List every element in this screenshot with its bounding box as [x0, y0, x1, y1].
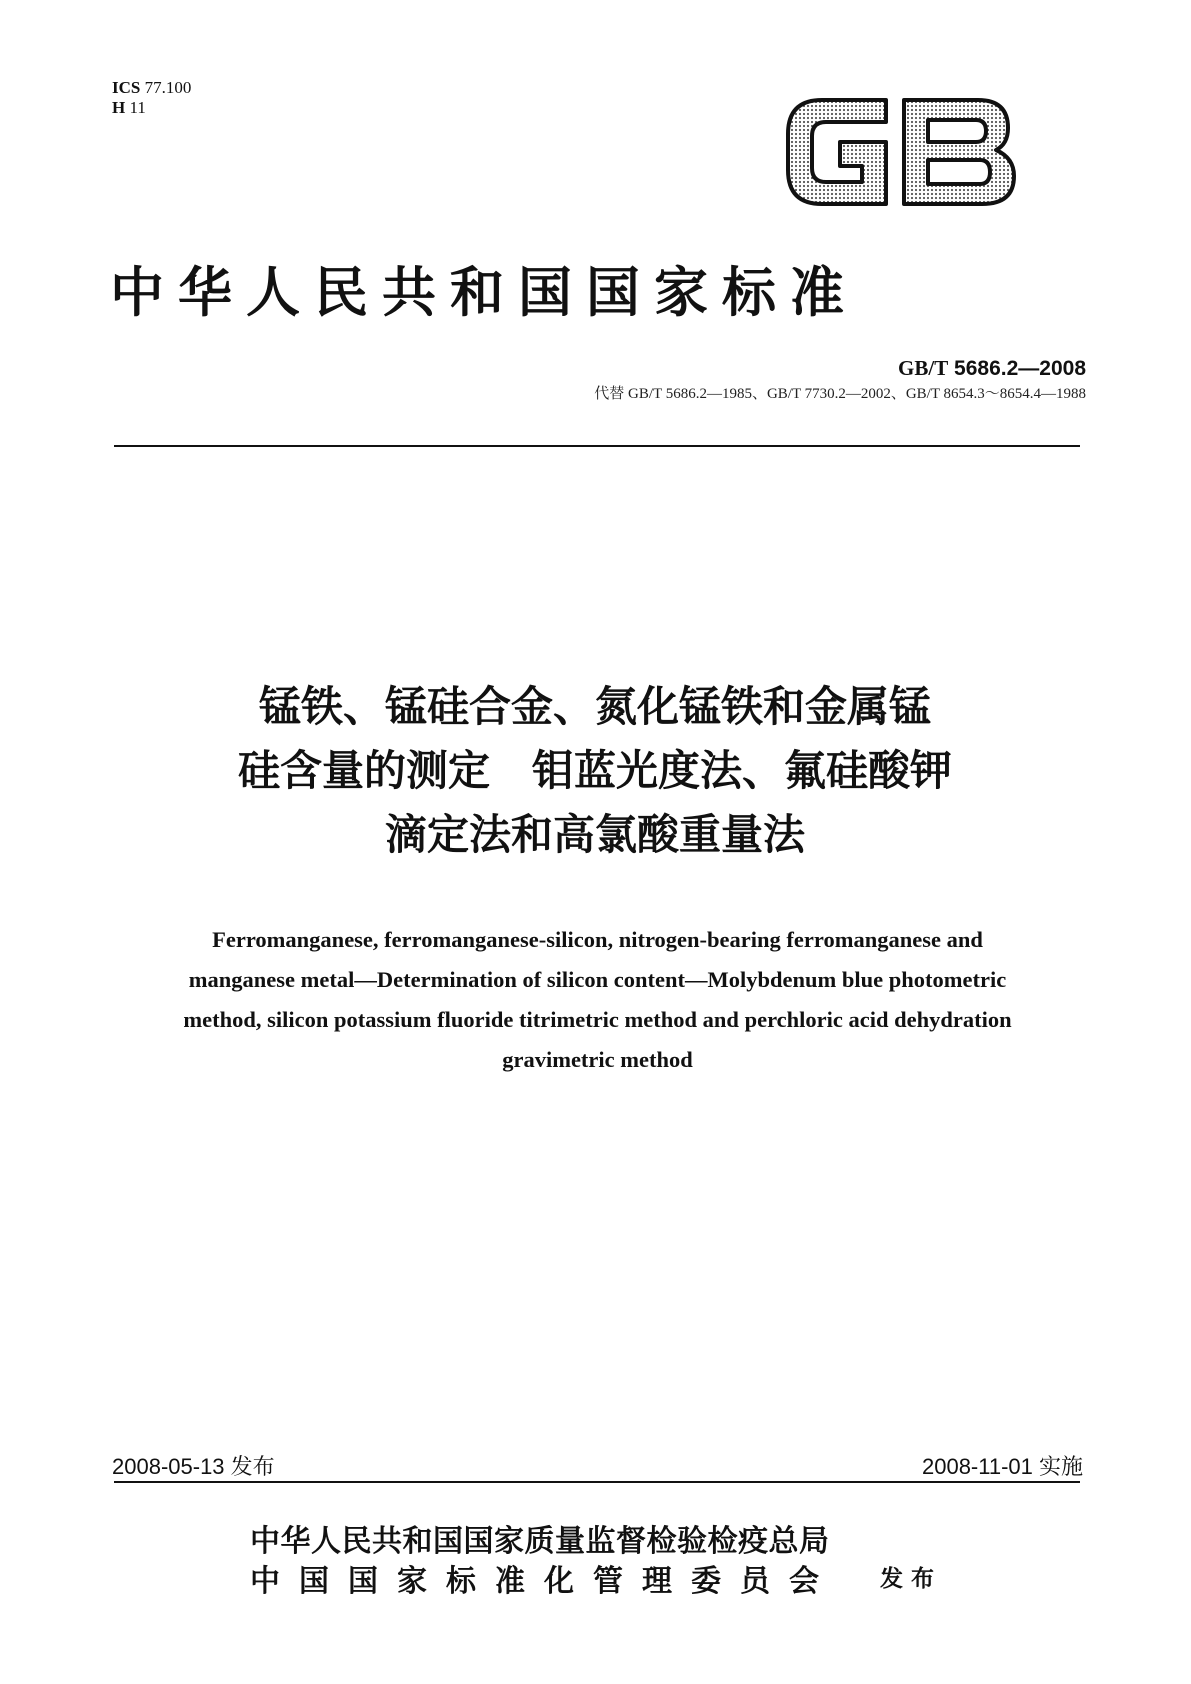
gb-logo-icon: [782, 92, 1020, 212]
english-title-line2: manganese metal—Determination of silicon content—Molybdenum blue photometric: [188, 967, 1007, 992]
publishers: [250, 1522, 838, 1602]
ccs-label: H: [112, 98, 126, 117]
ccs-line: [112, 98, 191, 118]
chinese-title-line3: 滴定法和高氯酸重量法: [384, 810, 805, 859]
ics-line: [112, 78, 191, 98]
standard-prefix: GB/T: [898, 356, 949, 380]
ccs-code: 11: [129, 98, 146, 117]
classification-codes: [112, 78, 191, 118]
chinese-title: [95, 675, 1095, 867]
implementation-date: 2008-11-01 实施: [921, 1454, 1083, 1479]
standard-code: 5686.2—2008: [954, 357, 1086, 380]
issue-date: 2008-05-13 发布: [112, 1454, 275, 1479]
chinese-title-line2: 硅含量的测定 钼蓝光度法、氟硅酸钾: [237, 746, 952, 795]
english-title-line3: method, silicon potassium fluoride titrimetric method and perchloric acid dehydration: [183, 1007, 1012, 1032]
publisher-sac: 中国国家标准化管理委员会: [250, 1564, 838, 1599]
ics-code: 77.100: [144, 78, 192, 97]
english-title: [110, 920, 1085, 1080]
top-divider: [114, 445, 1080, 447]
chinese-title-line1: 锰铁、锰硅合金、氮化锰铁和金属锰: [258, 682, 931, 731]
publisher-aqsiq: 中华人民共和国国家质量监督检验检疫总局: [250, 1524, 830, 1559]
english-title-line1: Ferromanganese, ferromanganese-silicon, nitrogen-bearing ferromanganese and: [212, 927, 983, 952]
national-standard-title: 中华人民共和国国家标准: [110, 261, 858, 324]
publish-label: 发布: [880, 1566, 942, 1592]
bottom-divider: [114, 1481, 1080, 1483]
ics-label: ICS: [112, 78, 141, 97]
replaces-note: 代替 GB/T 5686.2—1985、GB/T 7730.2—2002、GB/T 8654.3～8654.4—1988: [594, 386, 1086, 402]
english-title-line4: gravimetric method: [502, 1047, 693, 1072]
standard-number: [898, 356, 1086, 381]
